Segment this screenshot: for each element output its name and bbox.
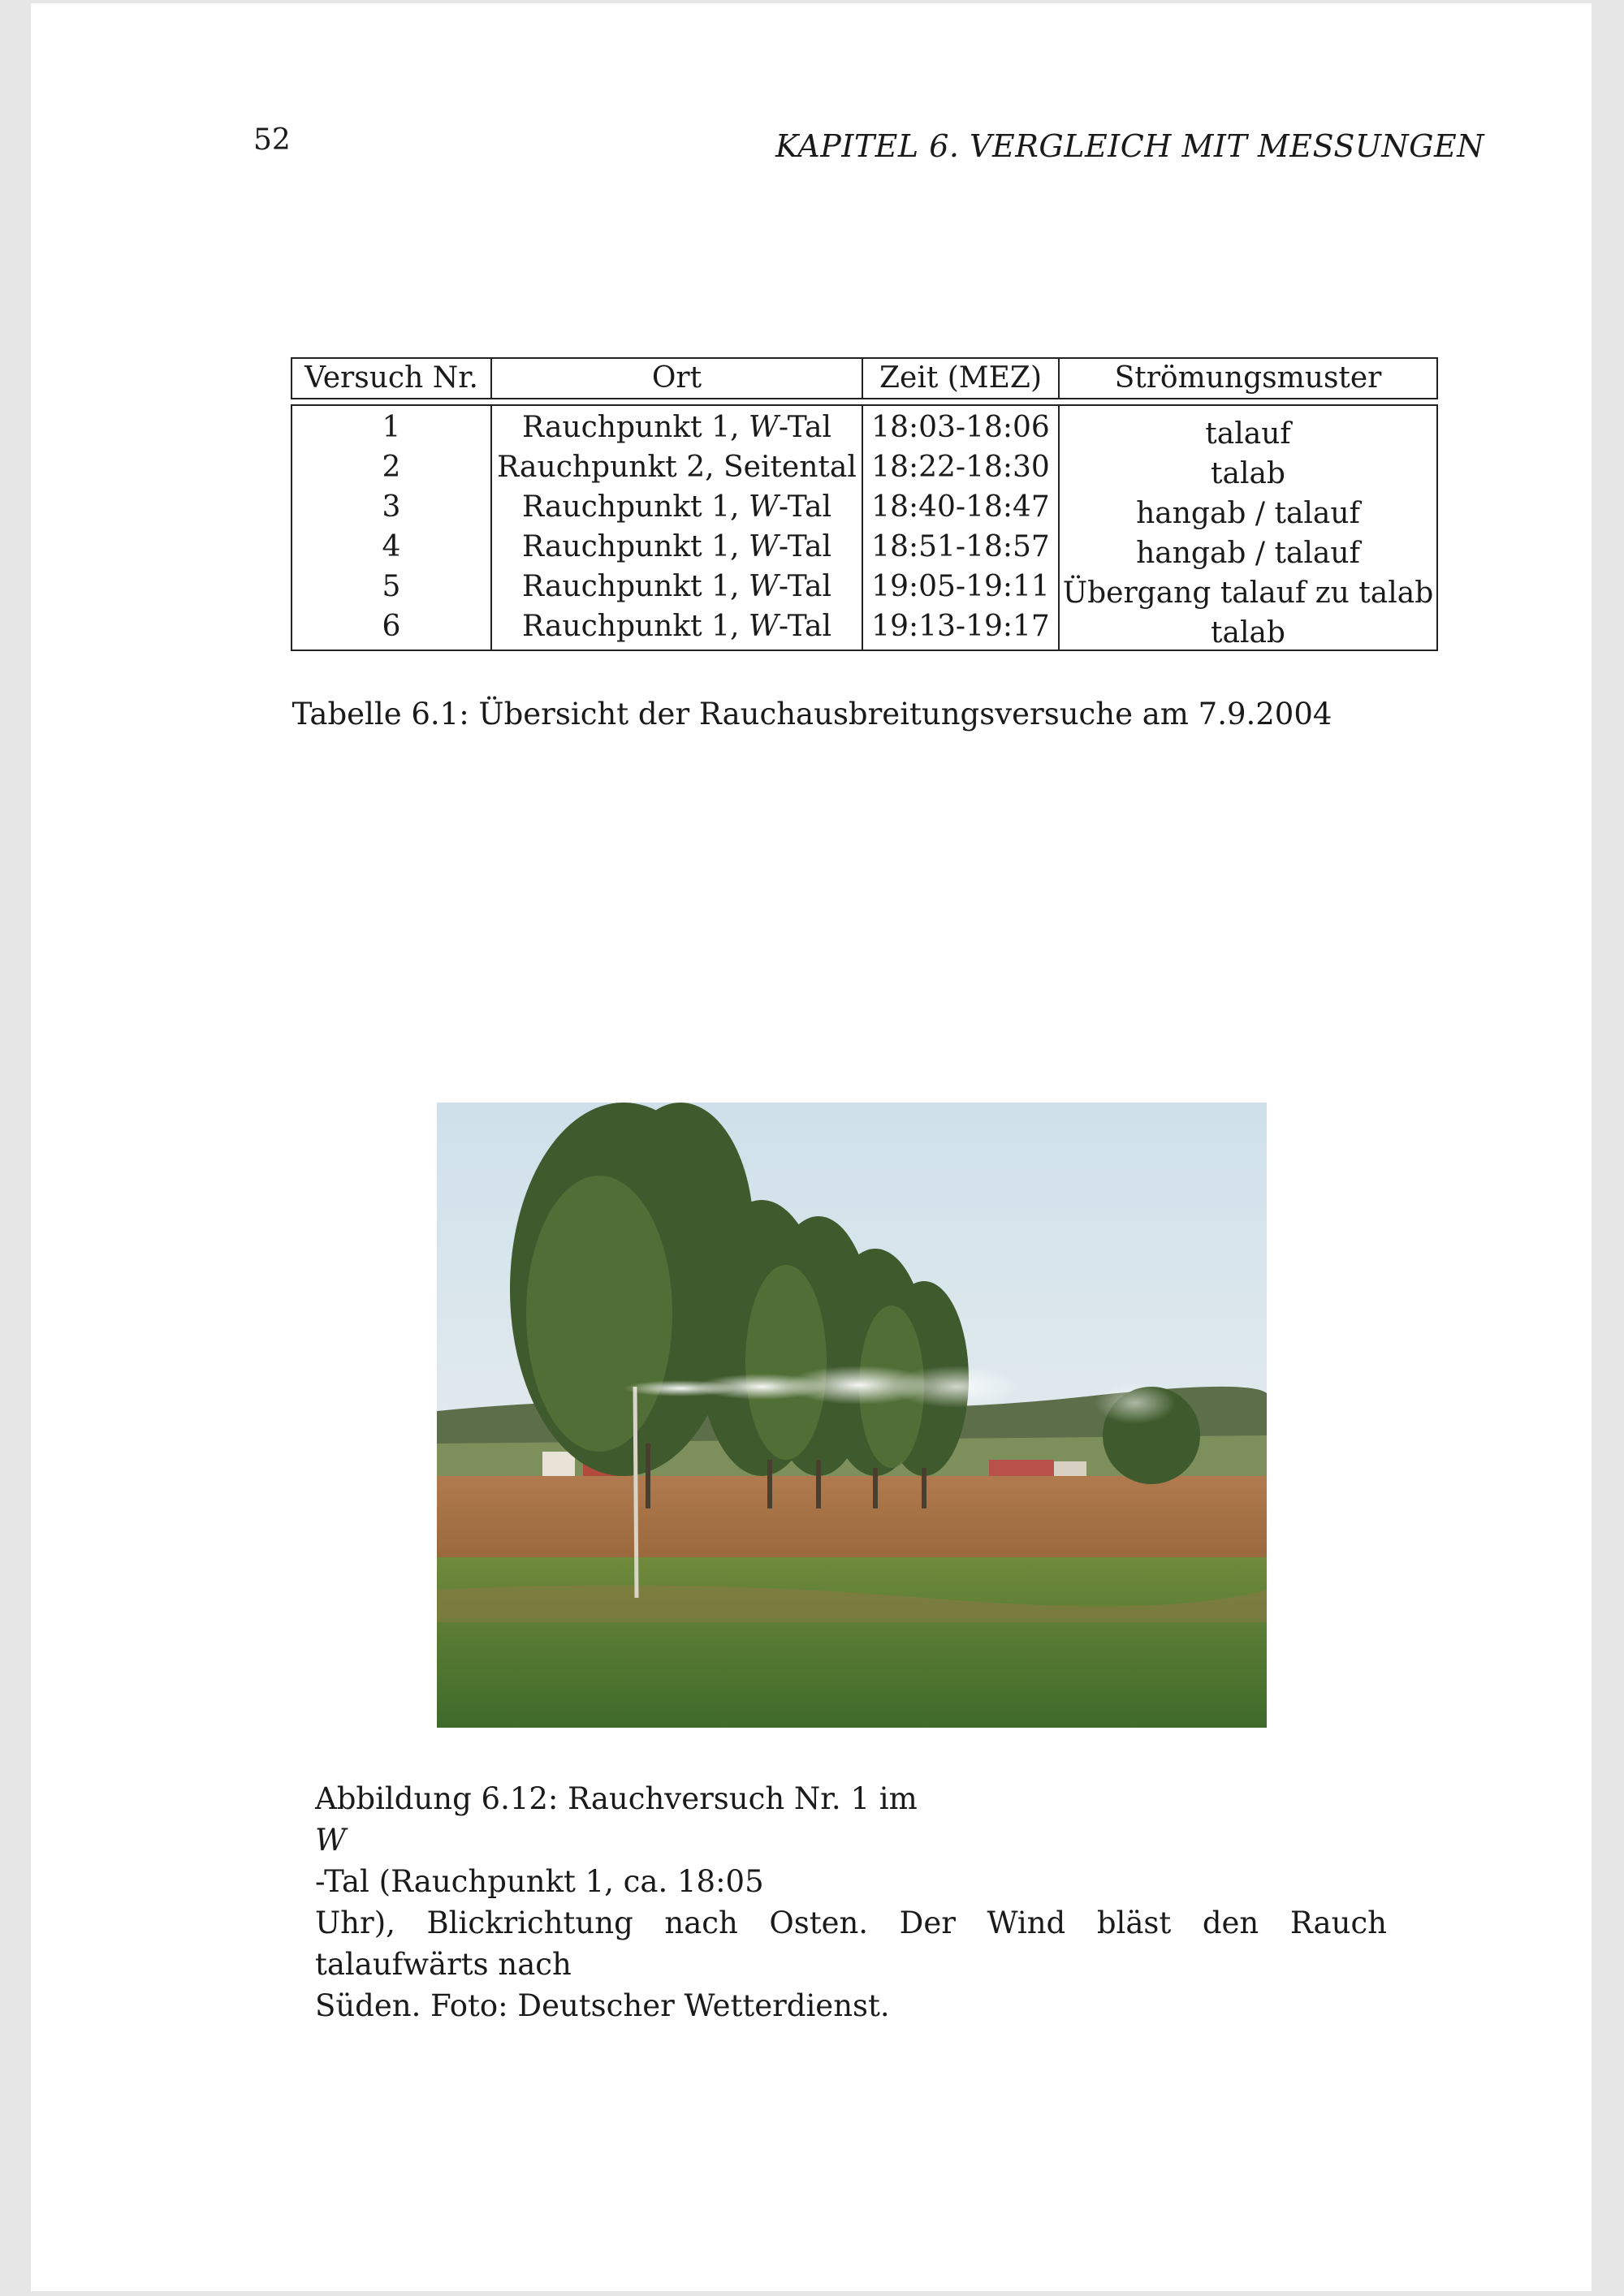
table-cell: 6 xyxy=(382,610,401,643)
table-cell: 18:40-18:47 xyxy=(871,490,1050,524)
table-cell: Übergang talauf zu talab xyxy=(1062,576,1434,610)
column-ort xyxy=(492,406,863,650)
column-header: Versuch Nr. xyxy=(292,359,492,398)
caption-line: Abbildung 6.12: Rauchversuch Nr. 1 im W -Tal (Rauchpunkt 1, ca. 18:05 xyxy=(315,1781,918,1899)
table-cell: Rauchpunkt 1, W-Tal xyxy=(522,411,831,444)
caption-line: Uhr), Blickrichtung nach Osten. Der Wind bläst den Rauch talaufwärts nach xyxy=(315,1905,1387,1982)
table-cell: 3 xyxy=(382,490,401,524)
table-cell: hangab / talauf xyxy=(1136,497,1360,530)
table-cell: 18:03-18:06 xyxy=(871,411,1050,444)
column-header: Strömungsmuster xyxy=(1114,361,1382,395)
table-cell: 19:13-19:17 xyxy=(871,610,1050,643)
column-muster xyxy=(1060,406,1436,650)
table-cell: 19:05-19:11 xyxy=(871,570,1050,603)
table-cell: talauf xyxy=(1205,417,1291,451)
column-nr xyxy=(292,406,492,650)
table-cell: talab xyxy=(1211,457,1285,490)
column-header: Zeit (MEZ) xyxy=(863,359,1060,398)
table-cell: talab xyxy=(1211,616,1285,650)
figure-caption xyxy=(315,1778,1387,2026)
table-cell: 5 xyxy=(382,570,401,603)
table-cell: 2 xyxy=(382,451,401,484)
table-cell: 18:51-18:57 xyxy=(871,530,1050,563)
table-header xyxy=(291,357,1438,399)
table-cell: Rauchpunkt 1, W-Tal xyxy=(522,570,831,603)
table-cell: hangab / talauf xyxy=(1136,537,1360,570)
caption-line: Süden. Foto: Deutscher Wetterdienst. xyxy=(315,1988,890,2023)
table-cell: 1 xyxy=(382,411,401,444)
table-cell: Rauchpunkt 1, W-Tal xyxy=(522,610,831,643)
page-number: 52 xyxy=(253,123,291,157)
landscape-photo-illustration xyxy=(437,1103,1267,1728)
running-title: KAPITEL 6. VERGLEICH MIT MESSUNGEN xyxy=(775,128,1484,164)
table-cell: Rauchpunkt 2, Seitental xyxy=(497,451,857,484)
experiments-table xyxy=(291,357,1438,651)
smoke-experiment-photo xyxy=(437,1103,1267,1728)
table-cell: Rauchpunkt 1, W-Tal xyxy=(522,490,831,524)
column-zeit xyxy=(863,406,1060,650)
table-caption: Tabelle 6.1: Übersicht der Rauchausbreitungsversuche am 7.9.2004 xyxy=(292,697,1332,732)
table-cell: 18:22-18:30 xyxy=(871,451,1050,484)
column-header: Ort xyxy=(492,359,863,398)
table-cell: 4 xyxy=(382,530,401,563)
table-cell: Rauchpunkt 1, W-Tal xyxy=(522,530,831,563)
table-body xyxy=(291,404,1438,651)
